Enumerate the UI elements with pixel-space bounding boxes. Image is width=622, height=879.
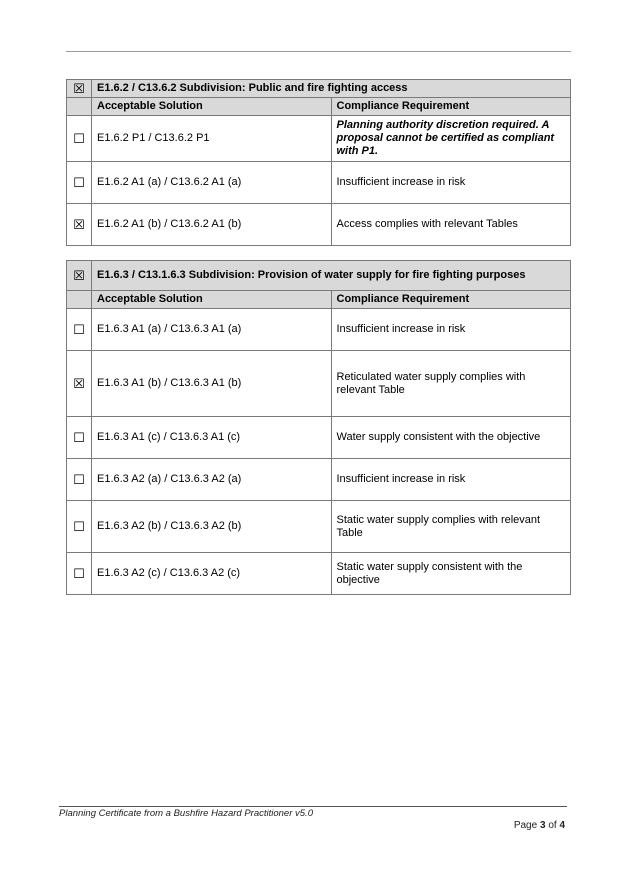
row-checkbox[interactable]: ☐ [67, 162, 92, 204]
column-header-row [67, 98, 571, 116]
solution-cell: E1.6.2 P1 / C13.6.2 P1 [92, 116, 332, 162]
row-checkbox[interactable]: ☐ [67, 309, 92, 351]
section-table-water-supply [66, 260, 571, 595]
section-title: E1.6.2 / C13.6.2 Subdivision: Public and fire fighting access [92, 80, 571, 98]
table-row [67, 351, 571, 417]
requirement-cell: Insufficient increase in risk [331, 162, 571, 204]
requirement-cell: Insufficient increase in risk [331, 459, 571, 501]
column-header-row [67, 291, 571, 309]
page-current: 3 [539, 820, 546, 831]
requirement-cell: Water supply consistent with the objective [331, 417, 571, 459]
section-checkbox[interactable]: ☒ [67, 80, 92, 98]
section-title-row [67, 80, 571, 98]
header-blank-cell [67, 291, 92, 309]
page-prefix: Page [513, 820, 538, 831]
requirement-cell: Static water supply complies with relevant Table [331, 501, 571, 553]
section-title-row [67, 261, 571, 291]
column-header-solution: Acceptable Solution [92, 98, 332, 116]
section-table-access [66, 79, 571, 246]
requirement-cell: Planning authority discretion required. A proposal cannot be certified as compliant with P1. [331, 116, 571, 162]
table-row [67, 501, 571, 553]
row-checkbox[interactable]: ☐ [67, 459, 92, 501]
solution-cell: E1.6.3 A1 (b) / C13.6.3 A1 (b) [92, 351, 332, 417]
solution-cell: E1.6.2 A1 (b) / C13.6.2 A1 (b) [92, 204, 332, 246]
footer-rule [59, 806, 567, 807]
page-total: 4 [559, 820, 565, 831]
row-checkbox[interactable]: ☒ [67, 351, 92, 417]
page-sep: of [548, 820, 557, 831]
row-checkbox[interactable]: ☐ [67, 417, 92, 459]
requirement-cell: Reticulated water supply complies with relevant Table [331, 351, 571, 417]
solution-cell: E1.6.2 A1 (a) / C13.6.2 A1 (a) [92, 162, 332, 204]
section-checkbox[interactable]: ☒ [67, 261, 92, 291]
column-header-compliance: Compliance Requirement [331, 98, 571, 116]
column-header-compliance: Compliance Requirement [331, 291, 571, 309]
header-rule [66, 51, 571, 52]
row-checkbox[interactable]: ☒ [67, 204, 92, 246]
header-blank-cell [67, 98, 92, 116]
row-checkbox[interactable]: ☐ [67, 553, 92, 595]
section-title: E1.6.3 / C13.1.6.3 Subdivision: Provision of water supply for fire fighting purposes [92, 261, 571, 291]
requirement-cell: Static water supply consistent with the objective [331, 553, 571, 595]
solution-cell: E1.6.3 A1 (c) / C13.6.3 A1 (c) [92, 417, 332, 459]
table-row [67, 417, 571, 459]
table-row [67, 116, 571, 162]
row-checkbox[interactable]: ☐ [67, 116, 92, 162]
table-row [67, 553, 571, 595]
requirement-cell: Insufficient increase in risk [331, 309, 571, 351]
column-header-solution: Acceptable Solution [92, 291, 332, 309]
requirement-cell: Access complies with relevant Tables [331, 204, 571, 246]
solution-cell: E1.6.3 A2 (c) / C13.6.3 A2 (c) [92, 553, 332, 595]
solution-cell: E1.6.3 A1 (a) / C13.6.3 A1 (a) [92, 309, 332, 351]
table-row [67, 459, 571, 501]
row-checkbox[interactable]: ☐ [67, 501, 92, 553]
table-row [67, 309, 571, 351]
solution-cell: E1.6.3 A2 (b) / C13.6.3 A2 (b) [92, 501, 332, 553]
footer-document-title: Planning Certificate from a Bushfire Hazard Practitioner v5.0 [59, 808, 313, 819]
table-row [67, 162, 571, 204]
page-number [514, 820, 565, 831]
solution-cell: E1.6.3 A2 (a) / C13.6.3 A2 (a) [92, 459, 332, 501]
table-row [67, 204, 571, 246]
